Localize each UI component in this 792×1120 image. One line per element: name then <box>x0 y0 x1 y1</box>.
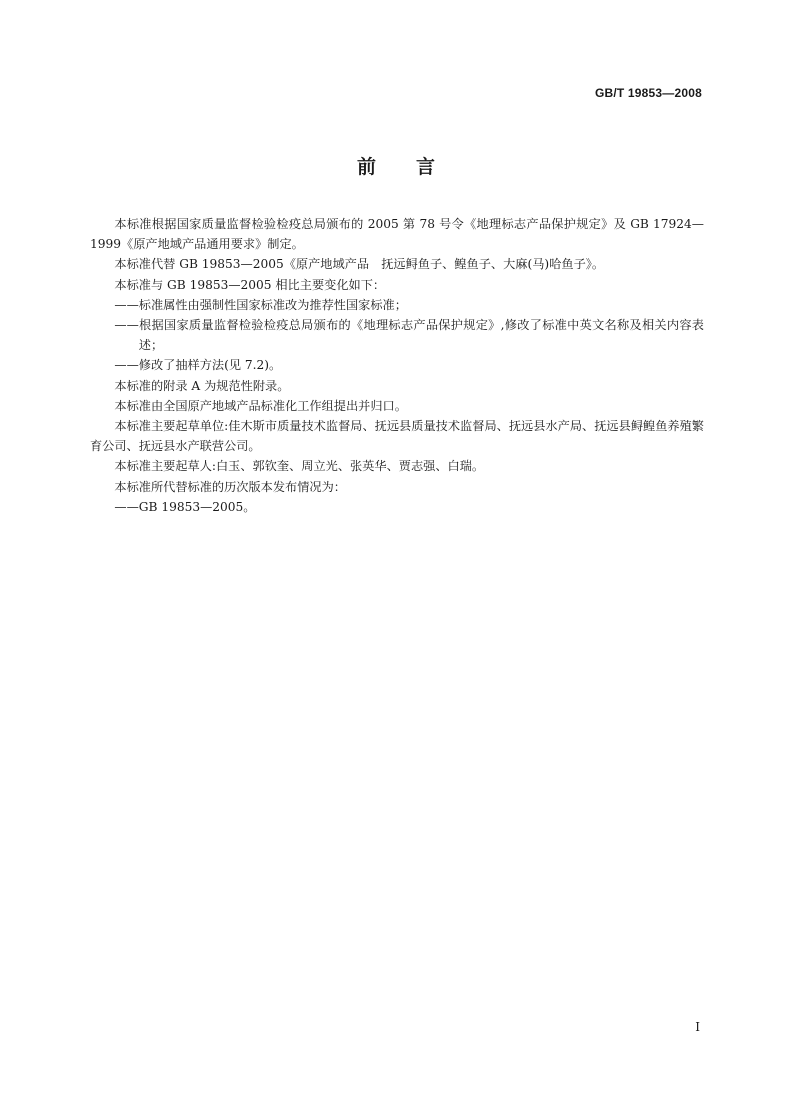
paragraph-history-intro: 本标准所代替标准的历次版本发布情况为： <box>114 479 346 494</box>
paragraph-changes-intro: 本标准与 GB 19853—2005 相比主要变化如下： <box>114 277 386 292</box>
foreword-body <box>90 214 704 517</box>
list-item-change-1: ——标准属性由强制性国家标准改为推荐性国家标准； <box>114 297 407 312</box>
page-title: 前言 <box>356 156 475 178</box>
paragraph-drafters: 本标准主要起草人:白玉、郭钦奎、周立光、张英华、贾志强、白瑞。 <box>114 459 485 474</box>
page-number: I <box>695 1020 700 1034</box>
list-item-change-3: ——修改了抽样方法(见 7.2)。 <box>114 358 282 373</box>
paragraph-annex: 本标准的附录 A 为规范性附录。 <box>114 378 290 393</box>
paragraph-proposer: 本标准由全国原产地域产品标准化工作组提出并归口。 <box>114 398 407 413</box>
standard-code: GB/T 19853—2008 <box>594 86 702 100</box>
list-item-change-2: ——根据国家质量监督检验检疫总局颁布的《地理标志产品保护规定》,修改了标准中英文名称及相关内容表述； <box>114 318 704 353</box>
list-item-history-1: ——GB 19853—2005。 <box>114 499 256 514</box>
paragraph-replaces: 本标准代替 GB 19853—2005《原产地域产品 抚远鲟鱼子、鳇鱼子、大麻(马)哈鱼子》。 <box>114 257 605 272</box>
paragraph-basis: 本标准根据国家质量监督检验检疫总局颁布的 2005 第 78 号令《地理标志产品保护规定》及 GB 17924—1999《原产地域产品通用要求》制定。 <box>90 217 704 252</box>
paragraph-drafting-units: 本标准主要起草单位:佳木斯市质量技术监督局、抚远县质量技术监督局、抚远县水产局、抚远县鲟鳇鱼养殖繁育公司、抚远县水产联营公司。 <box>90 419 704 454</box>
